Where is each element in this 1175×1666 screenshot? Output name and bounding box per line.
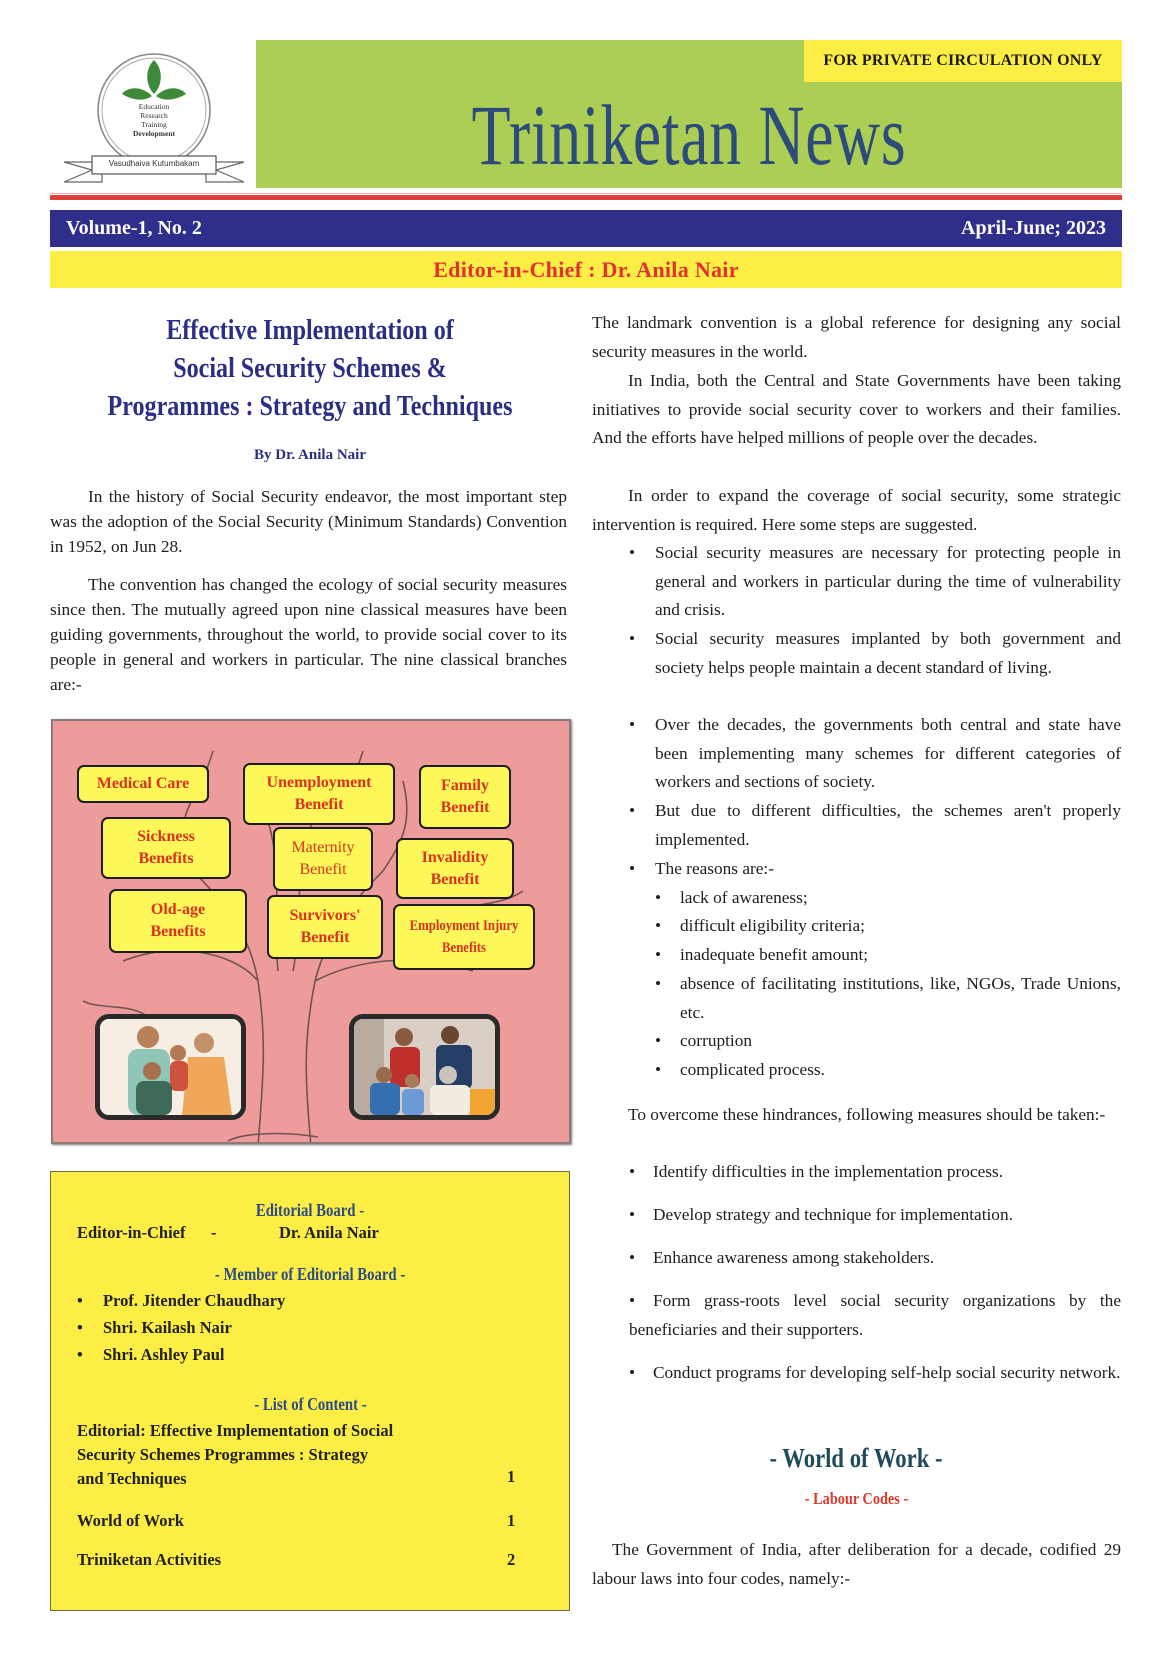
step-item: • Social security measures implanted by both government and society helps people maintain a decent standard of living. <box>592 625 1121 682</box>
editor-in-chief-name: Dr. Anila Nair <box>279 1223 379 1242</box>
branch-family-benefit: Family Benefit <box>419 765 511 829</box>
article-paragraph: In order to expand the coverage of social security, some strategic intervention is required. Here some steps are suggested. <box>592 486 1121 534</box>
step-item: • But due to different difficulties, the schemes aren't properly implemented. <box>592 797 1121 854</box>
reason-item: • difficult eligibility criteria; <box>592 912 1121 941</box>
editorial-board-heading: Editorial Board - <box>255 1200 365 1220</box>
volume-number: Volume-1, No. 2 <box>66 217 202 239</box>
branch-survivors-benefit: Survivors' Benefit <box>267 895 383 959</box>
branch-invalidity-benefit: Invalidity Benefit <box>396 838 514 899</box>
divider-line <box>50 193 1122 194</box>
newsletter-title: Triniketan News <box>471 87 907 183</box>
contents-entry-page: 1 <box>507 1511 516 1530</box>
world-of-work-heading: - World of Work - <box>769 1443 944 1473</box>
board-member: • Shri. Ashley Paul <box>77 1345 225 1365</box>
reason-item: • corruption <box>592 1027 1121 1056</box>
article-title-line: Effective Implementation of <box>166 315 454 346</box>
measure-item: • Identify difficulties in the implementation process. <box>629 1162 1004 1181</box>
article-title-line: Programmes : Strategy and Techniques <box>107 391 513 422</box>
branch-old-age-benefits: Old-age Benefits <box>109 889 247 953</box>
measure-item: • Enhance awareness among stakeholders. <box>629 1248 935 1267</box>
divider-line <box>50 195 1122 200</box>
contents-entry-page: 2 <box>507 1550 516 1569</box>
masthead-banner <box>256 40 1122 188</box>
contents-entry-title: Triniketan Activities <box>77 1550 222 1569</box>
editor-in-chief: Editor-in-Chief : Dr. Anila Nair <box>433 256 739 282</box>
editor-in-chief-label: Editor-in-Chief <box>77 1223 186 1242</box>
article-paragraph: The landmark convention is a global reference for designing any social security measures in the world. <box>592 313 1121 361</box>
contents-entry-title: World of Work <box>77 1511 184 1530</box>
logo-motto: Vasudhaiva Kutumbakam <box>108 159 200 168</box>
editor-in-chief-separator: - <box>211 1223 217 1242</box>
measures-intro: To overcome these hindrances, following measures should be taken:- <box>628 1105 1106 1124</box>
step-item: • The reasons are:- <box>592 855 1121 884</box>
article-paragraph: In India, both the Central and State Governments have been taking initiatives to provide social security cover to workers and their families. And the efforts have helped millions of people over the decades. <box>592 371 1121 448</box>
logo-text-line: Education <box>138 102 170 111</box>
family-illustration-image <box>95 1014 246 1120</box>
contents-entry-page: 1 <box>507 1467 516 1486</box>
labour-codes-subheading: - Labour Codes - <box>804 1489 909 1508</box>
editorial-board-box <box>50 1171 570 1611</box>
issue-period: April-June; 2023 <box>961 217 1106 239</box>
members-heading: - Member of Editorial Board - <box>214 1264 406 1284</box>
world-of-work-paragraph: The Government of India, after deliberation for a decade, codified 29 labour laws into four codes, namely:- <box>592 1540 1121 1588</box>
contents-entry-title: Editorial: Effective Implementation of Social Security Schemes Programmes : Strategy and Techniques <box>77 1421 394 1488</box>
family-photo-image <box>349 1014 500 1120</box>
measure-item: • Form grass-roots level social security organizations by the beneficiaries and their supporters. <box>629 1291 1121 1339</box>
logo-text-line: Research <box>140 111 168 120</box>
organization-logo <box>62 50 252 190</box>
editor-bar <box>50 251 1122 288</box>
article-title <box>50 312 570 426</box>
contents-heading: - List of Content - <box>253 1394 367 1414</box>
branch-employment-injury-benefits: Employment Injury Benefits <box>393 904 535 970</box>
branch-medical-care: Medical Care <box>77 765 209 803</box>
board-member: • Prof. Jitender Chaudhary <box>77 1291 285 1311</box>
step-item: • Social security measures are necessary for protecting people in general and workers in particular during the time of vulnerability and crisis. <box>592 539 1121 625</box>
article-paragraph: The convention has changed the ecology of social security measures since then. The mutually agreed upon nine classical measures have been guiding governments, throughout the world, to provide social cover to its people in general and workers in particular. The nine classical branches are:- <box>50 575 567 694</box>
measure-item: • Develop strategy and technique for implementation. <box>629 1205 1013 1224</box>
reason-item: • inadequate benefit amount; <box>592 941 1121 970</box>
article-paragraph: In the history of Social Security endeavor, the most important step was the adoption of the Social Security (Minimum Standards) Convention in 1952, on Jun 28. <box>50 487 567 556</box>
reason-item: • complicated process. <box>592 1056 1121 1085</box>
branch-sickness-benefits: Sickness Benefits <box>101 817 231 879</box>
step-item: • Over the decades, the governments both central and state have been implementing many schemes for different categories of workers and sections of society. <box>592 711 1121 797</box>
logo-text-line: Training <box>141 120 167 129</box>
reason-item: • lack of awareness; <box>592 884 1121 913</box>
reason-item: • absence of facilitating institutions, like, NGOs, Trade Unions, etc. <box>592 970 1121 1027</box>
issue-bar <box>50 210 1122 247</box>
measure-item: • Conduct programs for developing self-help social security network. <box>629 1363 1121 1382</box>
branch-unemployment-benefit: Unemployment Benefit <box>243 763 395 825</box>
social-security-branches-diagram <box>51 719 571 1144</box>
branch-maternity-benefit: Maternity Benefit <box>273 827 373 891</box>
article-title-line: Social Security Schemes & <box>173 353 447 384</box>
board-member: • Shri. Kailash Nair <box>77 1318 232 1338</box>
article-byline: By Dr. Anila Nair <box>254 447 366 463</box>
circulation-note: FOR PRIVATE CIRCULATION ONLY <box>804 40 1122 82</box>
logo-text-line: Development <box>132 129 176 138</box>
